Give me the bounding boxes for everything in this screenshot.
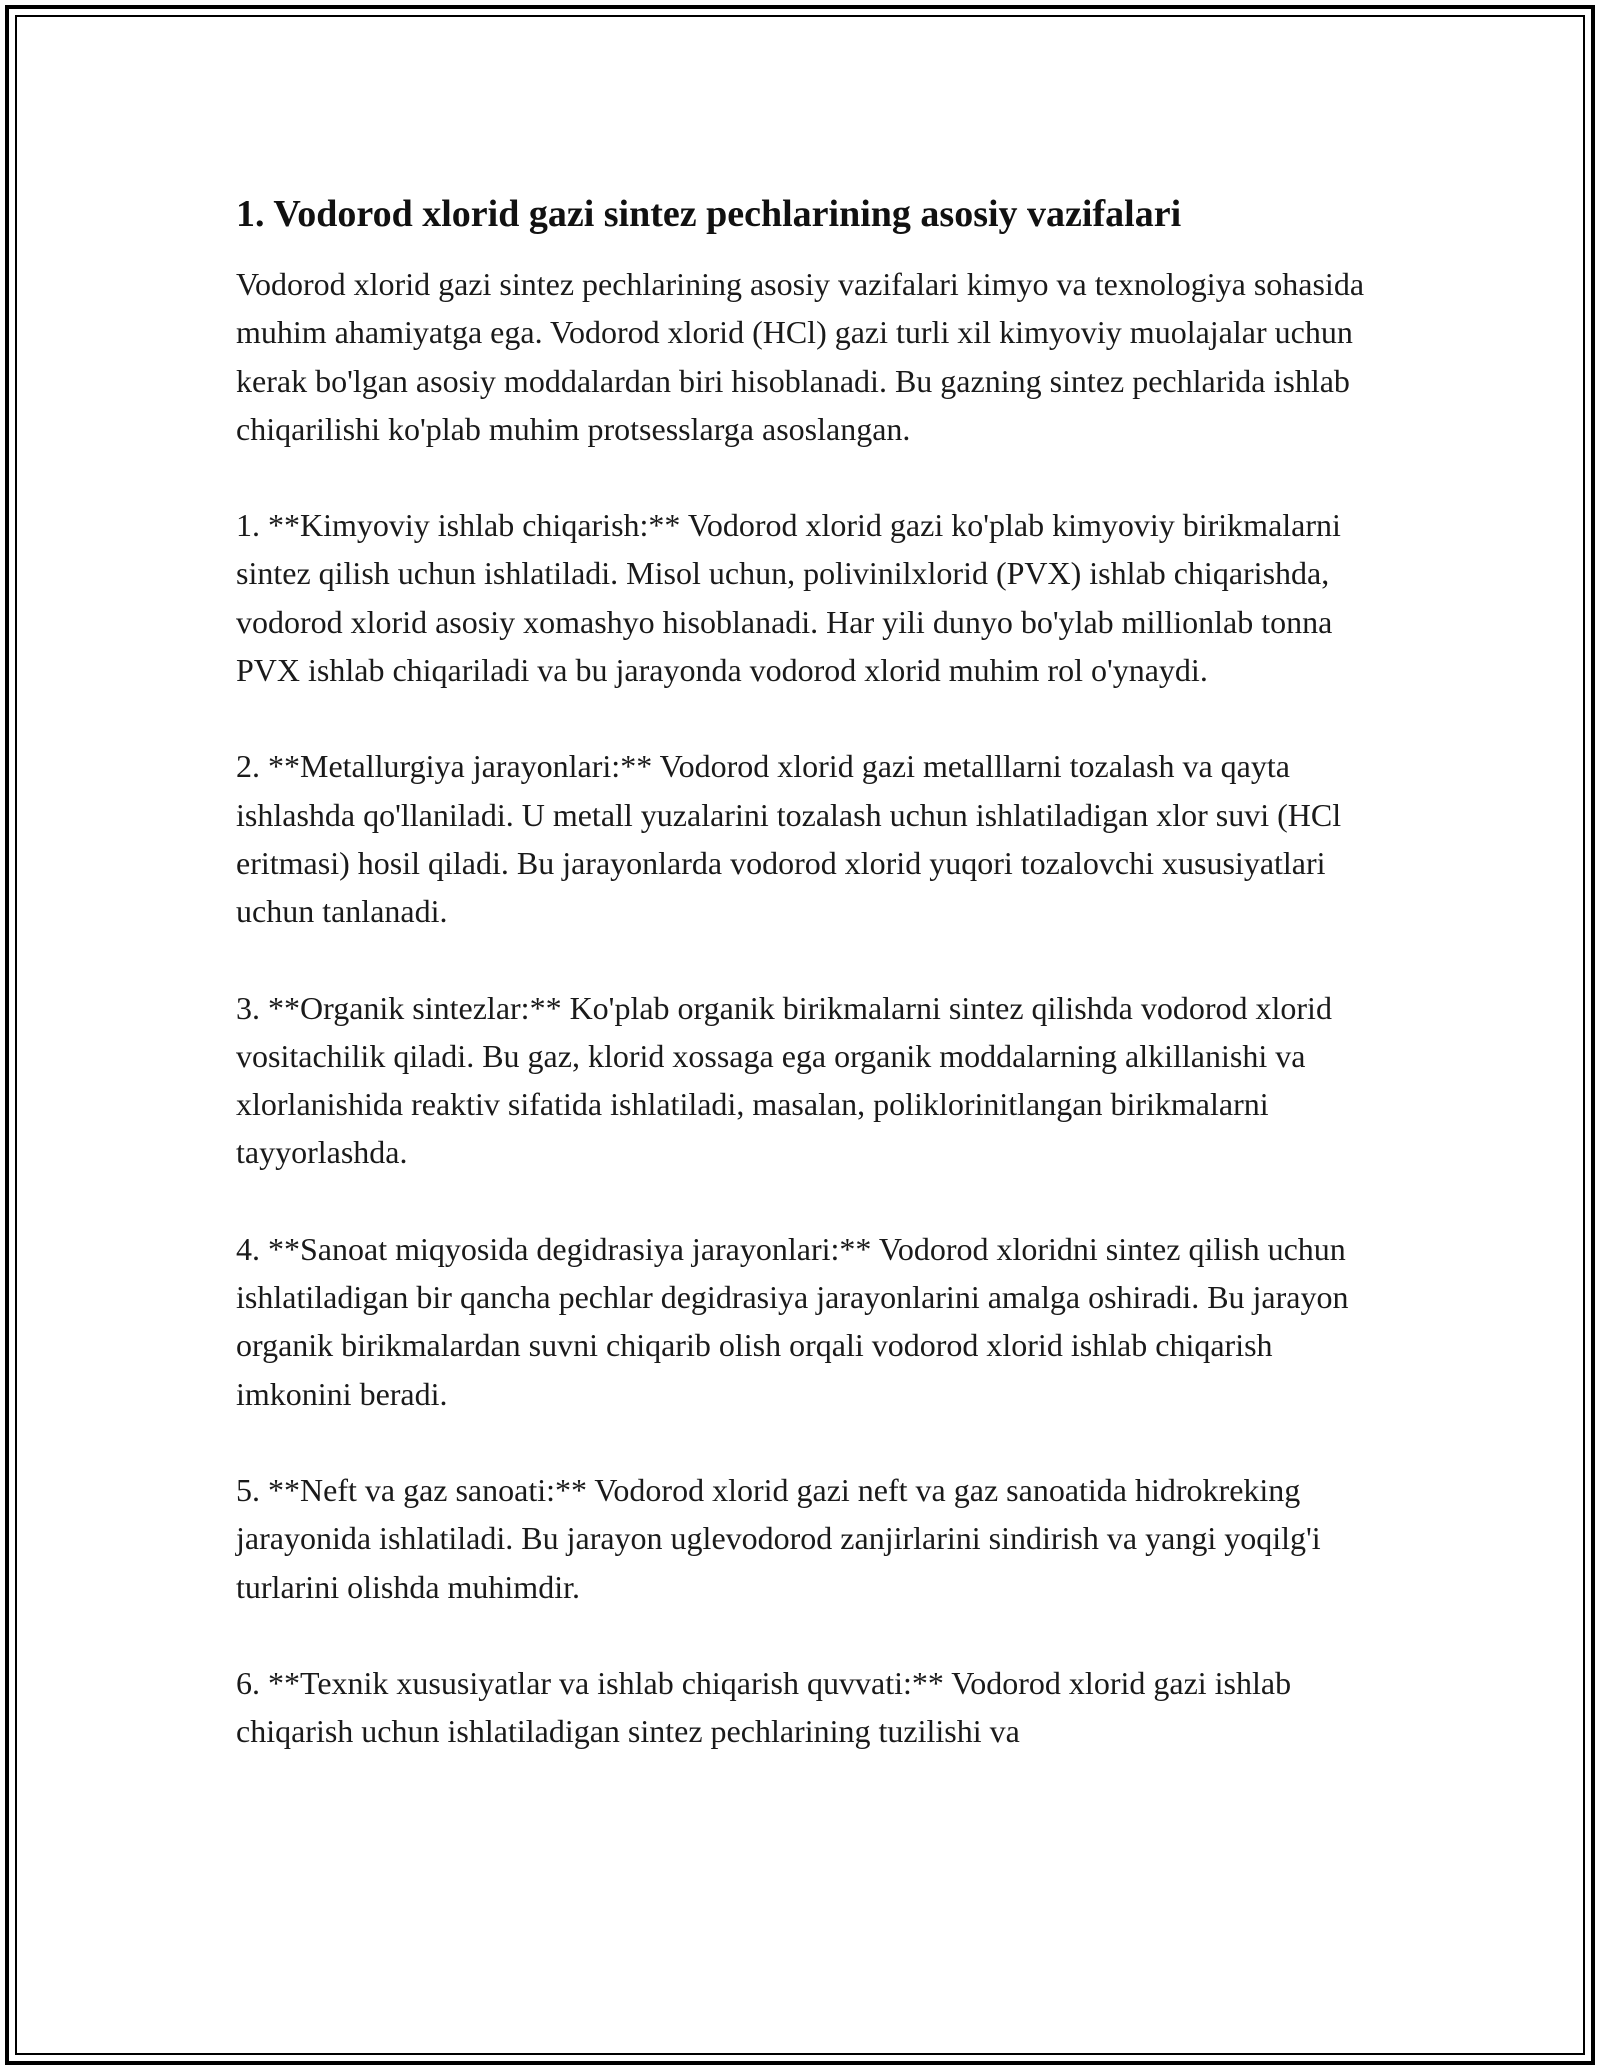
list-item-metallurgy: 2. **Metallurgiya jarayonlari:** Vodorod xlorid gazi metalllarni tozalash va qayta ishlashda qo'llaniladi. U metall yuzalarini tozalash uchun ishlatiladigan xlor suvi (HCl eritmasi) hosil qiladi. Bu jarayonlarda vodorod xlorid yuqori tozalovchi xususiyatlari uchun tanlanadi. [236, 748, 1342, 930]
section-heading: 1. Vodorod xlorid gazi sintez pechlarining asosiy vazifalari [236, 193, 1182, 235]
list-item-oil-gas: 5. **Neft va gaz sanoati:** Vodorod xlorid gazi neft va gaz sanoatida hidrokreking jarayonida ishlatiladi. Bu jarayon uglevodorod zanjirlarini sindirish va yangi yoqilg'i turlarini olishda muhimdir. [236, 1471, 1321, 1605]
document-body [236, 190, 1376, 1803]
intro-paragraph: Vodorod xlorid gazi sintez pechlarining asosiy vazifalari kimyo va texnologiya sohasida muhim ahamiyatga ega. Vodorod xlorid (HCl) gazi turli xil kimyoviy muolajalar uchun kerak bo'lgan asosiy moddalardan biri hisoblanadi. Bu gazning sintez pechlarida ishlab chiqarilishi ko'plab muhim protsesslarga asoslangan. [236, 266, 1365, 447]
list-item-chemical-production: 1. **Kimyoviy ishlab chiqarish:** Vodorod xlorid gazi ko'plab kimyoviy birikmalarni sintez qilish uchun ishlatiladi. Misol uchun, polivinilxlorid (PVX) ishlab chiqarishda, vodorod xlorid asosiy xomashyo hisoblanadi. Har yili dunyo bo'ylab millionlab tonna PVX ishlab chiqariladi va bu jarayonda vodorod xlorid muhim rol o'ynaydi. [236, 507, 1341, 689]
list-item-technical-features: 6. **Texnik xususiyatlar va ishlab chiqarish quvvati:** Vodorod xlorid gazi ishlab chiqarish uchun ishlatiladigan sintez pechlarining tuzilishi va [236, 1664, 1292, 1750]
list-item-dehydration: 4. **Sanoat miqyosida degidrasiya jarayonlari:** Vodorod xloridni sintez qilish uchun ishlatiladigan bir qancha pechlar degidrasiya jarayonlarini amalga oshiradi. Bu jarayon organik birikmalardan suvni chiqarib olish orqali vodorod xlorid ishlab chiqarish imkonini beradi. [236, 1230, 1349, 1412]
list-item-organic-synthesis: 3. **Organik sintezlar:** Ko'plab organik birikmalarni sintez qilishda vodorod xlorid vositachilik qiladi. Bu gaz, klorid xossaga ega organik moddalarning alkillanishi va xlorlanishida reaktiv sifatida ishlatiladi, masalan, poliklorinitlangan birikmalarni tayyorlashda. [236, 989, 1332, 1171]
